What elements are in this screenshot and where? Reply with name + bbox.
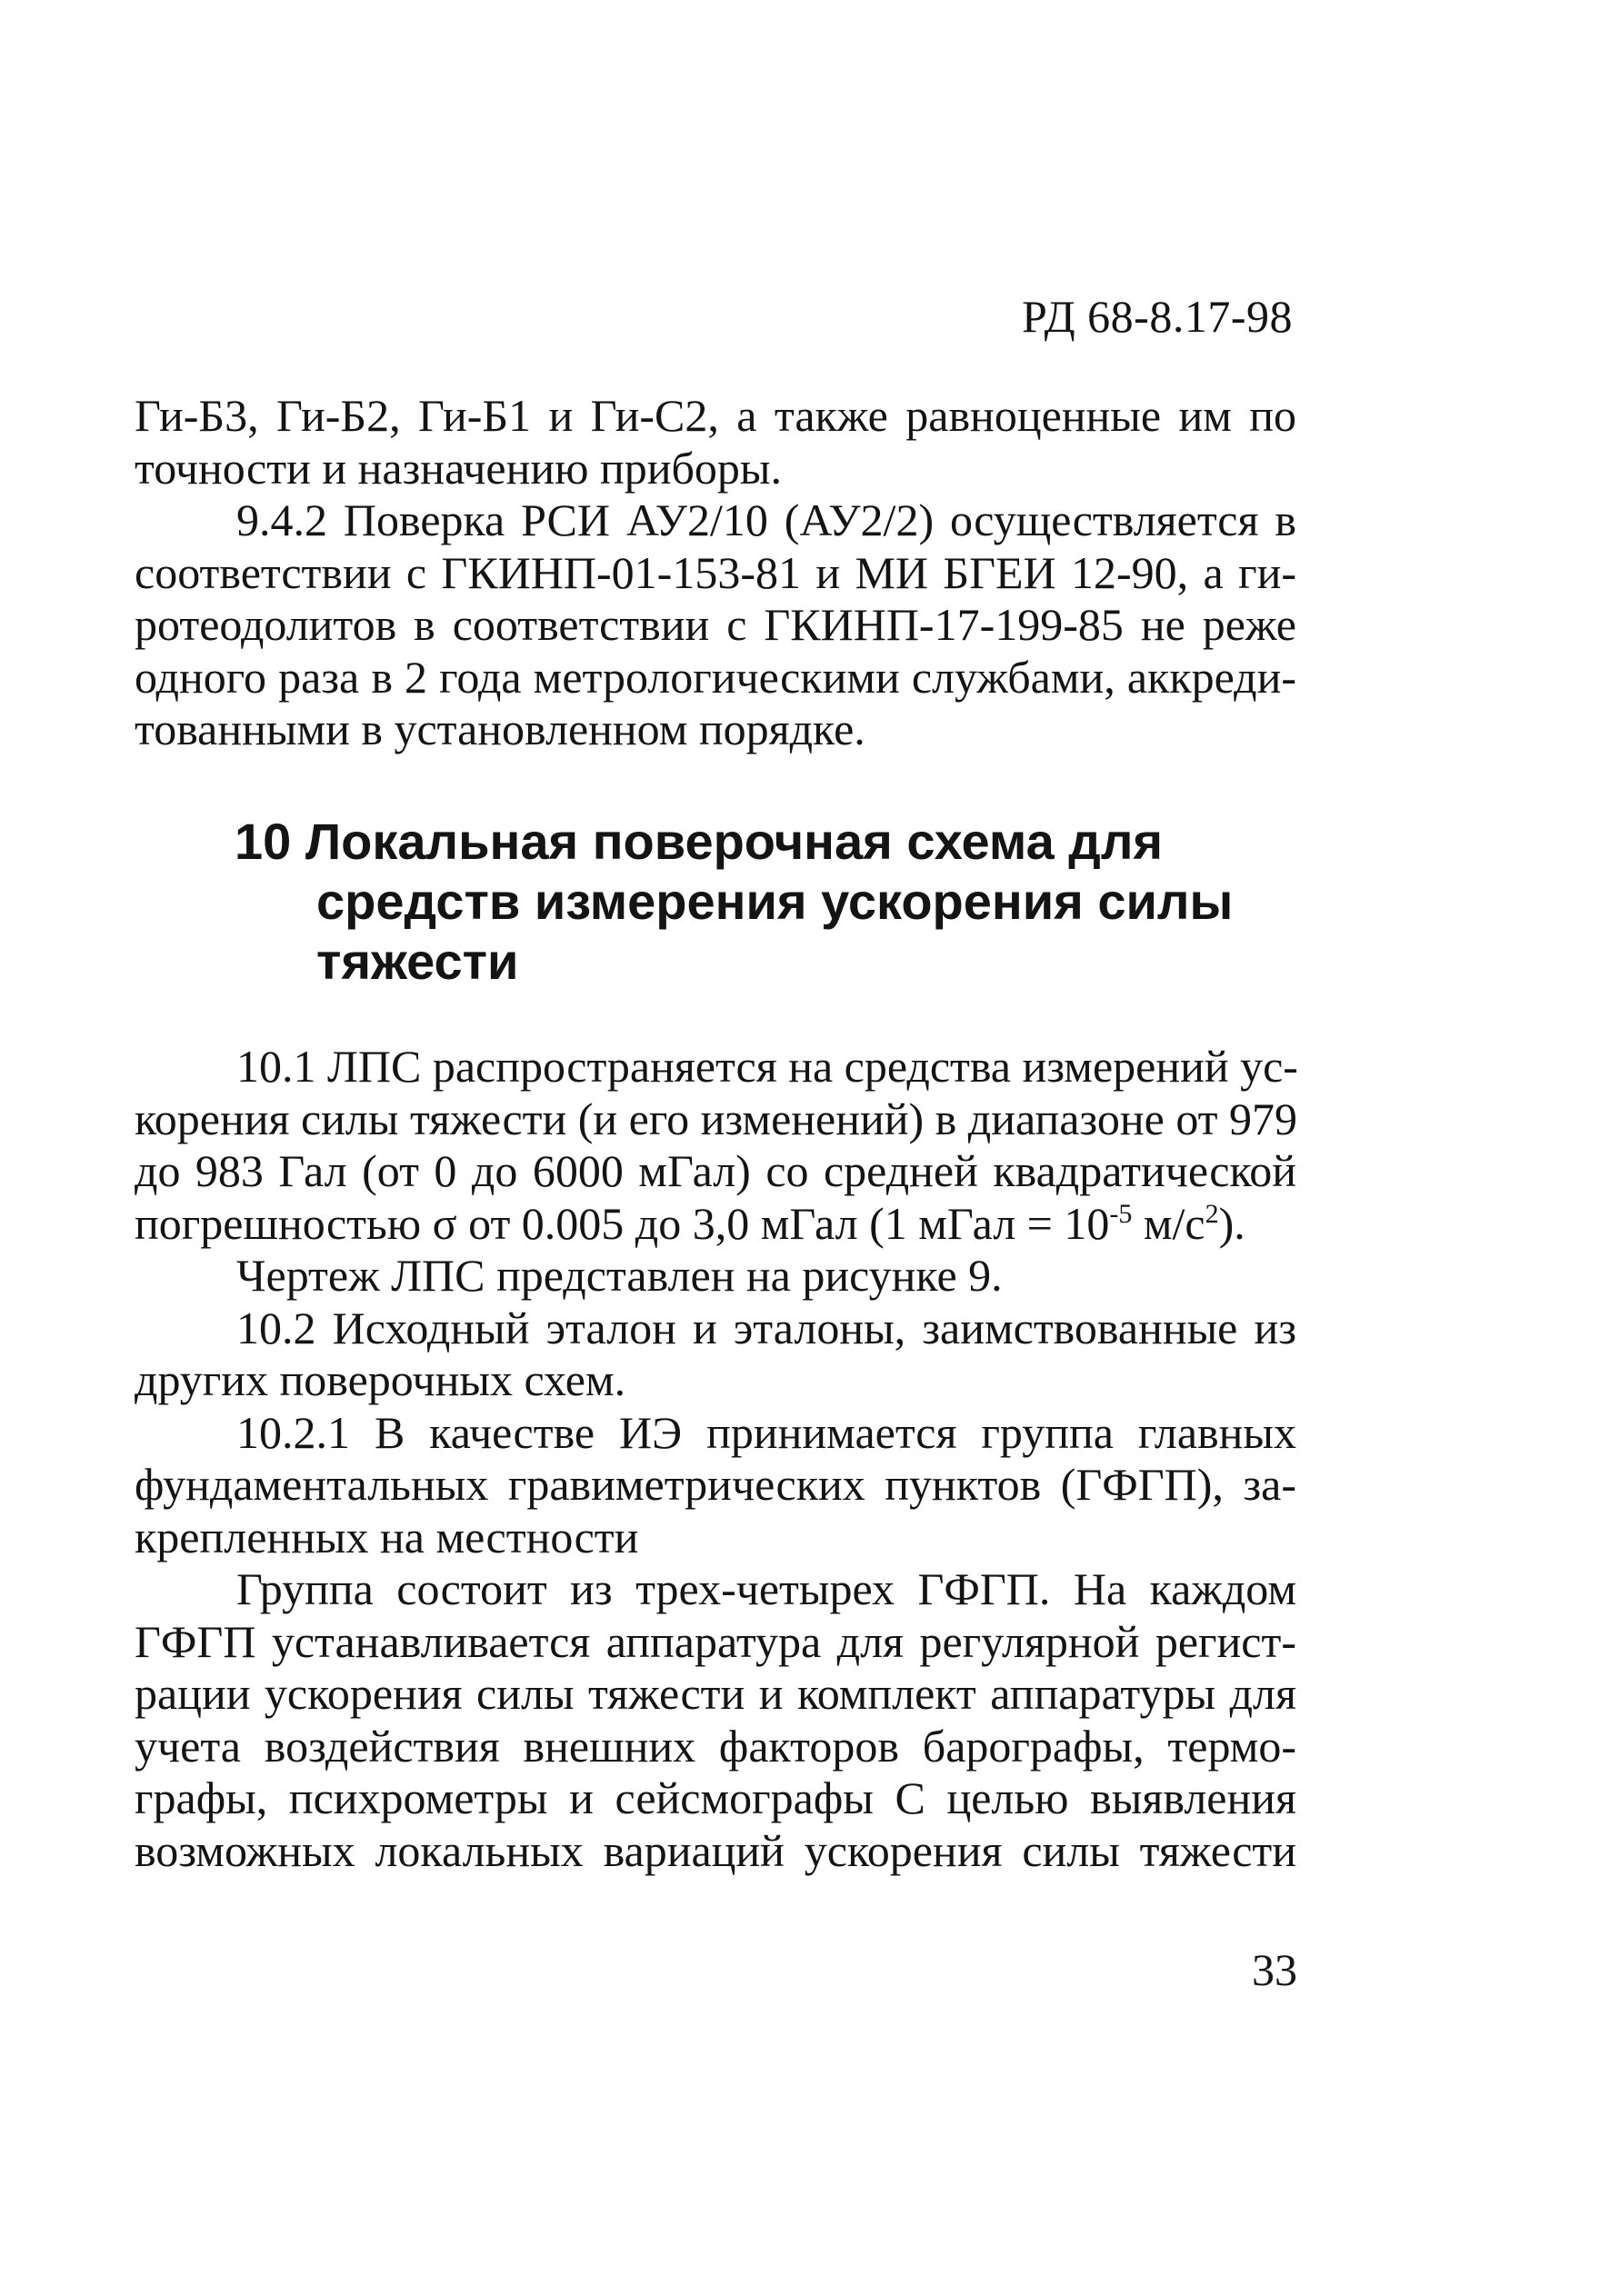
section-heading-line: средств измерения ускорения силы	[316, 873, 1234, 930]
text-line: возможных локальных вариаций ускорения силы тяжести	[135, 1824, 1296, 1876]
text-line: 10.2 Исходный эталон и эталоны, заимствованные из	[236, 1302, 1296, 1353]
section-heading	[235, 812, 1262, 992]
text-line: 9.4.2 Поверка РСИ АУ2/10 (АУ2/2) осуществляется в	[236, 494, 1296, 545]
section-heading-line: 10 Локальная поверочная схема для	[235, 813, 1164, 870]
formula-exponent: 2	[1205, 1198, 1219, 1229]
text-line: других поверочных схем.	[135, 1354, 626, 1405]
text-line-with-formula	[135, 1198, 1296, 1251]
section-heading-line: тяжести	[316, 933, 519, 990]
text-line: графы, психрометры и сейсмографы С целью выявления	[135, 1772, 1296, 1823]
document-code-header: РД 68-8.17-98	[1022, 291, 1293, 342]
text-line: ГФГП устанавливается аппаратура для регулярной регист-	[135, 1615, 1296, 1667]
text-line: до 983 Гал (от 0 до 6000 мГал) со средней квадратической	[135, 1145, 1296, 1196]
formula-exponent: -5	[1109, 1198, 1133, 1229]
text-line: Группа состоит из трех-четырех ГФГП. На каждом	[236, 1563, 1296, 1614]
text-line: Чертеж ЛПС представлен на рисунке 9.	[236, 1250, 1003, 1301]
text-line: учета воздействия внешних факторов барографы, термо-	[135, 1720, 1296, 1772]
formula-unit: м/с	[1132, 1197, 1205, 1249]
text-line: точности и назначению приборы.	[135, 442, 783, 494]
text-line: фундаментальных гравиметрических пунктов (ГФГП), за-	[135, 1459, 1296, 1510]
text-line: одного раза в 2 года метрологическими службами, аккреди-	[135, 651, 1296, 703]
text-line: ротеодолитов в соответствии с ГКИНП-17-199-85 не реже	[135, 599, 1296, 650]
page-number: 33	[1252, 1944, 1297, 1995]
text-line: соответствии с ГКИНП-01-153-81 и МИ БГЕИ 12-90, а ги-	[135, 546, 1296, 598]
text-line: 10.2.1 В качестве ИЭ принимается группа главных	[236, 1406, 1296, 1458]
text-line: 10.1 ЛПС распространяется на средства измерений ус-	[236, 1041, 1298, 1092]
formula-text: ).	[1218, 1197, 1245, 1249]
text-block-top	[135, 390, 1296, 756]
text-line: крепленных на местности	[135, 1511, 639, 1562]
text-line: корения силы тяжести (и его изменений) в диапазоне от 979	[135, 1093, 1298, 1144]
text-line: Ги-Б3, Ги-Б2, Ги-Б1 и Ги-С2, а также равноценные им по	[135, 390, 1296, 441]
text-line: рации ускорения силы тяжести и комплект аппаратуры для	[135, 1668, 1296, 1719]
formula-text: погрешностью σ от 0.005 до 3,0 мГал (1 мГал = 10	[135, 1197, 1110, 1249]
text-block-section-10	[135, 1041, 1296, 1877]
text-line: тованными в установленном порядке.	[135, 704, 865, 754]
